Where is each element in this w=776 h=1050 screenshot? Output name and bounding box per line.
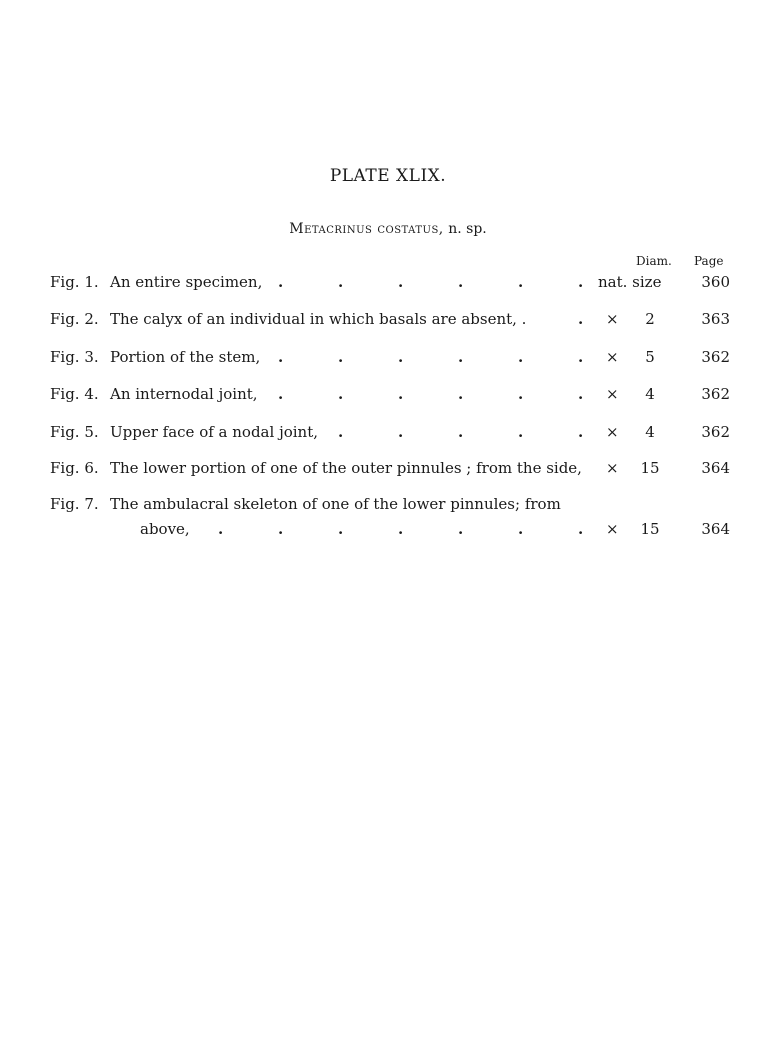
figure-label: Fig. 6. (50, 459, 99, 477)
figure-description: Upper face of a nodal joint, (110, 423, 319, 441)
figure-page: 364 (701, 459, 730, 477)
times-sign: × (606, 459, 619, 477)
figure-row-1: Fig. 1. An entire specimen, . . . . . . nat. size 360 (50, 273, 730, 291)
times-sign: × (606, 520, 619, 538)
figure-description-continuation: above, (140, 520, 190, 538)
figure-diameter: 4 (645, 423, 655, 441)
figure-diameter: 15 (640, 459, 660, 477)
times-sign: × (606, 348, 619, 366)
figure-description: The ambulacral skeleton of one of the lower pinnules; from (110, 495, 561, 513)
figure-page: 362 (701, 348, 730, 366)
figure-label: Fig. 7. (50, 495, 99, 513)
figure-diameter: 4 (645, 385, 655, 403)
figure-description: An entire specimen, (110, 273, 263, 291)
figure-row-4: Fig. 4. An internodal joint, . . . . . . × 4 362 (50, 385, 730, 403)
figure-row-7 (0, 493, 776, 515)
figure-row-2: Fig. 2. The calyx of an individual in which basals are absent, . . × 2 363 (50, 310, 730, 328)
figure-page: 362 (701, 385, 730, 403)
figure-description: The lower portion of one of the outer pinnules ; from the side, (110, 459, 582, 477)
figure-row-3: Fig. 3. Portion of the stem, . . . . . . × 5 362 (50, 348, 730, 366)
plate-title: PLATE XLIX. (329, 166, 447, 186)
figure-page: 362 (701, 423, 730, 441)
figure-label: Fig. 4. (50, 385, 99, 403)
page-column-header: Page (694, 254, 724, 268)
species-heading (0, 221, 776, 237)
figure-diameter: 15 (640, 520, 660, 538)
figure-row-5: Fig. 5. Upper face of a nodal joint, . . . . . × 4 362 (50, 423, 730, 441)
figure-description: Portion of the stem, (110, 348, 261, 366)
figure-diameter: 2 (645, 310, 655, 328)
figure-label: Fig. 5. (50, 423, 99, 441)
species-name: Metacrinus costatus, (289, 221, 444, 237)
figure-page: 364 (701, 520, 730, 538)
times-sign: × (606, 385, 619, 403)
figure-row-7-continuation: above, . . . . . . . × 15 364 (140, 520, 730, 538)
figure-description: The calyx of an individual in which basals are absent, . (110, 310, 527, 328)
diam-column-header: Diam. (636, 254, 672, 268)
times-sign: × (606, 423, 619, 441)
figure-description: An internodal joint, (110, 385, 258, 403)
figure-page: 363 (701, 310, 730, 328)
figure-label: Fig. 3. (50, 348, 99, 366)
figure-diameter: 5 (645, 348, 655, 366)
figure-page: 360 (701, 273, 730, 291)
figure-label: Fig. 1. (50, 273, 99, 291)
figure-diameter: nat. size (598, 273, 662, 291)
species-suffix: n. sp. (443, 221, 487, 237)
figure-row-6 (0, 457, 776, 479)
times-sign: × (606, 310, 619, 328)
figure-label: Fig. 2. (50, 310, 99, 328)
